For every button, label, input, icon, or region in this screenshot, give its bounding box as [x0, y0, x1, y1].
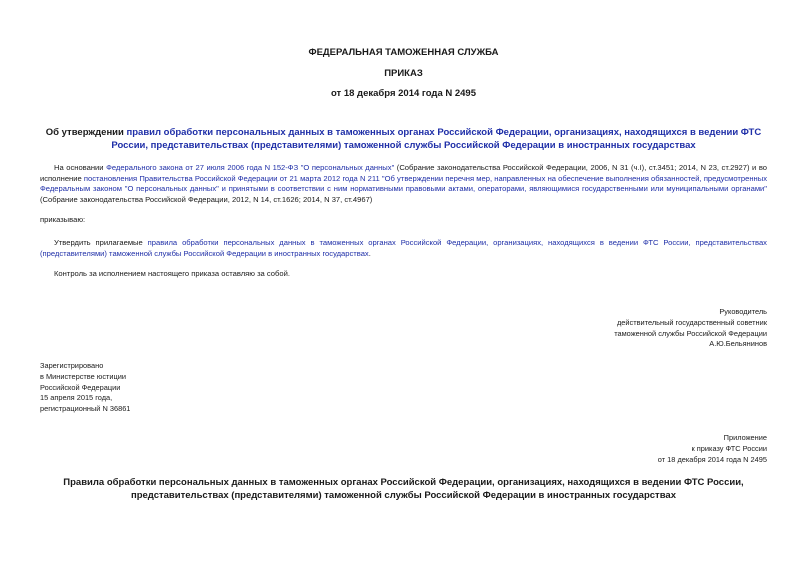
registration-block — [40, 361, 130, 415]
control-paragraph: Контроль за исполнением настоящего приказа оставляю за собой. — [54, 269, 290, 278]
basis-text-2: (Собрание законодательства Российской Федерации, 2006, N 31 (ч.I), ст.3451; 2014, N 23, ст.2927) и во исполнение — [40, 163, 767, 183]
order-word: приказываю: — [40, 215, 86, 224]
signature-position: Руководитель — [719, 307, 767, 316]
registration-line-2: в Министерстве юстиции — [40, 371, 127, 381]
registration-line-1: Зарегистрировано — [40, 361, 104, 370]
basis-paragraph — [40, 163, 767, 205]
rules-heading-line-2: представительствах (представителями) таможенной службы Российской Федерации в иностранных государствах — [130, 490, 676, 501]
title-prefix: Об утверждении — [45, 127, 127, 138]
order-date-number: от 18 декабря 2014 года N 2495 — [330, 88, 476, 99]
annex-label: Приложение — [723, 433, 767, 442]
doc-type-heading: ПРИКАЗ — [384, 68, 423, 79]
rules-link-approve[interactable]: правила обработки персональных данных в таможенных органах Российской Федерации, организациях, находящихся в ведении ФТС России, представительствах (представителями) таможенной службы Российской Федерации в иностранных государствах — [40, 238, 767, 258]
annex-order-ref: к приказу ФТС России — [691, 443, 767, 453]
registration-date: 15 апреля 2015 года, — [40, 393, 113, 403]
annex-date-number: от 18 декабря 2014 года N 2495 — [657, 454, 767, 464]
signature-block — [614, 307, 767, 350]
annex-block — [658, 433, 767, 465]
approve-paragraph — [40, 238, 767, 259]
registration-number: регистрационный N 36861 — [40, 404, 131, 414]
signature-rank: действительный государственный советник — [616, 317, 767, 327]
government-decree-link[interactable]: постановления Правительства Российской Федерации от 21 марта 2012 года N 211 "Об утверждении перечня мер, направленных на обеспечение выполнения обязанностей, предусмотренных Федеральным законом "О персональных данных" и принятыми в соответствии с ним нормативными правовыми актами, операторами, являющимися государственными или муниципальными органами" — [40, 173, 767, 194]
signature-name: А.Ю.Бельянинов — [709, 339, 767, 349]
approve-text-1: Утвердить прилагаемые — [54, 238, 148, 247]
rules-heading — [40, 476, 767, 502]
basis-text-1: На основании — [54, 163, 107, 172]
agency-heading: ФЕДЕРАЛЬНАЯ ТАМОЖЕННАЯ СЛУЖБА — [308, 47, 499, 58]
registration-line-3: Российской Федерации — [40, 382, 121, 392]
basis-text-3: (Собрание законодательства Российской Федерации, 2012, N 14, ст.1626; 2014, N 37, ст.4967) — [40, 194, 373, 204]
order-title — [40, 126, 767, 152]
federal-law-link[interactable]: Федерального закона от 27 июля 2006 года N 152-ФЗ "О персональных данных" — [106, 163, 395, 172]
rules-link-title[interactable]: правил обработки персональных данных в таможенных органах Российской Федерации, организациях, находящихся в ведении ФТС России, представительствах (представителями) таможенной службы Российской Федерации в иностранных государствах — [111, 127, 762, 151]
rules-heading-line-1: Правила обработки персональных данных в таможенных органах Российской Федерации, организациях, находящихся в ведении ФТС России, — [63, 477, 744, 488]
signature-service: таможенной службы Российской Федерации — [614, 328, 767, 338]
approve-text-2: . — [368, 248, 371, 258]
